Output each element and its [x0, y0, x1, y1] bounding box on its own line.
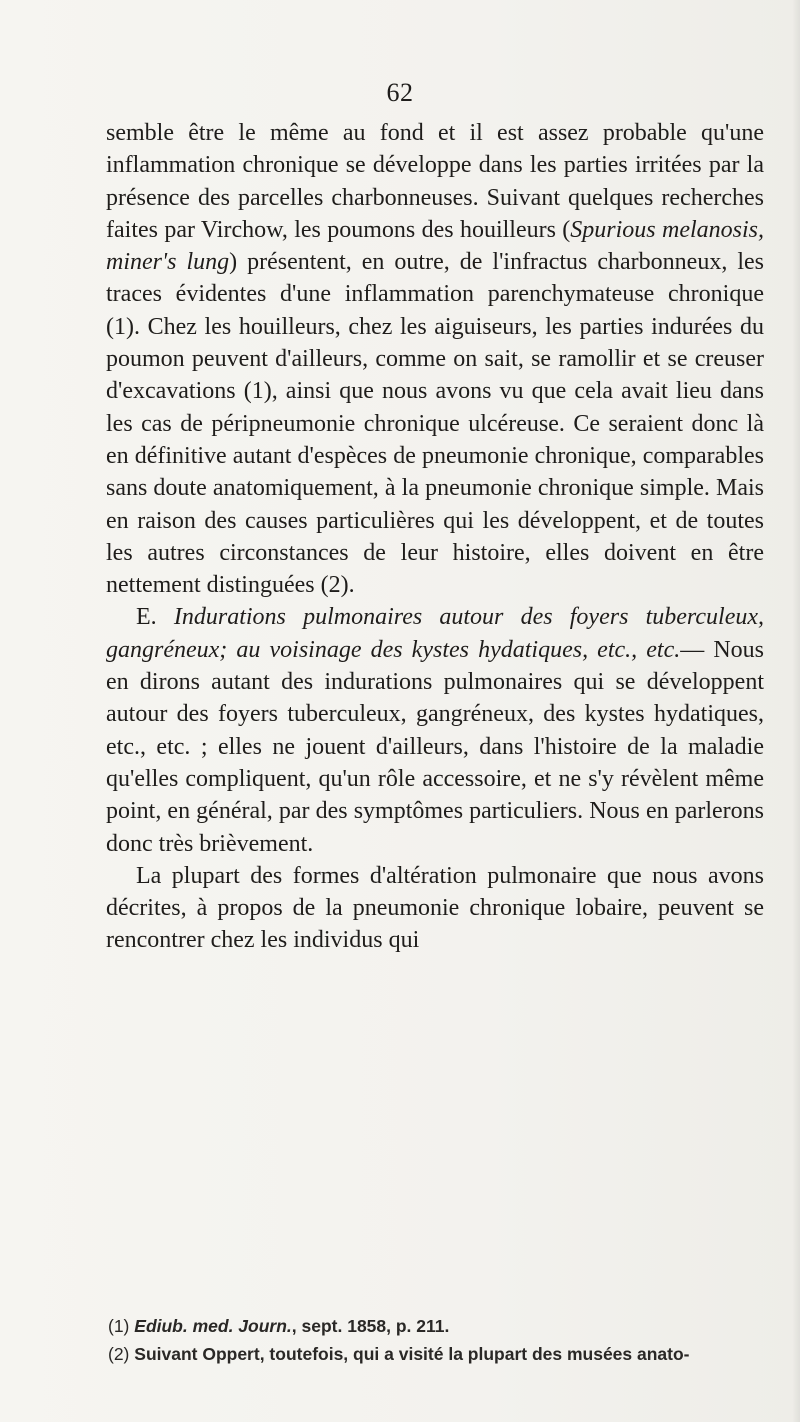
footnote-1-number: (1) — [108, 1316, 130, 1336]
footnote-1-text: , sept. 1858, p. 211. — [291, 1316, 450, 1336]
footnote-1-source: Ediub. med. Journ. — [134, 1316, 292, 1336]
footnote-1 — [108, 1312, 764, 1340]
footnote-2-number: (2) — [108, 1344, 130, 1364]
paragraph-2-text: Nous en dirons autant des indurations pulmonaires qui se développent autour des foyers tuberculeux, gangréneux, des kystes hydatiques, etc., etc. ; elles ne jouent d'ailleurs, dans l'histoire de la maladie qu'elles compliquent, qu'un rôle accessoire, et ne s'y révèlent même point, en général, par des symptômes particuliers. Nous en parlerons donc très brièvement. — [106, 636, 764, 857]
paragraph-2 — [106, 601, 764, 859]
footnote-2 — [108, 1340, 764, 1368]
main-text — [106, 117, 764, 957]
footnotes — [108, 1312, 764, 1368]
paragraph-1 — [106, 117, 764, 601]
paragraph-3: La plupart des formes d'altération pulmonaire que nous avons décrites, à propos de la pneumonie chronique lobaire, peuvent se rencontrer chez les individus qui — [106, 862, 764, 954]
paragraph-1-end: ) présentent, en outre, de l'infractus charbonneux, les traces évidentes d'une inflammation parenchymateuse chronique (1). Chez les houilleurs, chez les aiguiseurs, les parties indurées du poumon peuvent d'ailleurs, comme on sait, se ramollir et se creuser d'excavations (1), ainsi que nous avons vu que cela avait lieu dans les cas de péripneumonie chronique ulcéreuse. Ce seraient donc là en définitive autant d'espèces de pneumonie chronique, comparables sans doute anatomiquement, à la pneumonie chronique simple. Mais en raison des causes particulières qui les développent, et de toutes les autres circonstances de leur histoire, elles doivent en être nettement distinguées (2). — [106, 249, 764, 599]
page-number: 62 — [386, 78, 414, 107]
heading-dash: — — [680, 636, 705, 663]
latin-term: Spurious melanosis, miner's lung — [106, 216, 764, 276]
section-letter: E. — [136, 604, 157, 631]
footnote-2-text: Suivant Oppert, toutefois, qui a visité la plupart des musées anato- — [134, 1344, 690, 1364]
page-edge-shadow — [792, 0, 800, 1422]
section-heading: Indurations pulmonaires autour des foyers tuberculeux, gangréneux; au voisinage des kystes hydatiques, etc., etc. — [106, 604, 765, 663]
paragraph-1-start: semble être le même au fond et il est assez probable qu'une inflammation chronique se développe dans les parties irritées par la présence des parcelles charbonneuses. Suivant quelques recherches faites par Virchow, les poumons des houilleurs ( — [106, 120, 764, 243]
